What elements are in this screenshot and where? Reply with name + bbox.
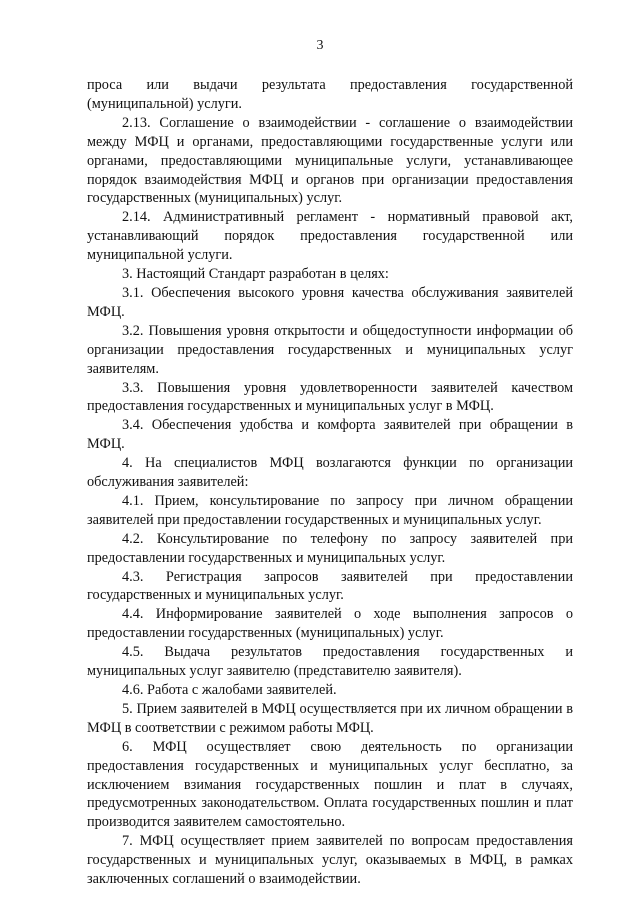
paragraph-continuation: проса или выдачи результата предоставления государственной (муниципальной) услуги.	[87, 77, 573, 112]
paragraph-4-1: 4.1. Прием, консультирование по запросу при личном обращении заявителей при предоставлении государственных и муниципальных услуг.	[87, 492, 573, 528]
paragraph-2-13: 2.13. Соглашение о взаимодействии - соглашение о взаимодействии между МФЦ и органами, предоставляющими государственные услуги или органами, предоставляющими муниципальные услуги, устанавливающее порядок взаимодействия МФЦ и органов при организации предоставления государственных (муниципальных) услуг.	[87, 114, 573, 207]
paragraph-4-4: 4.4. Информирование заявителей о ходе выполнения запросов о предоставлении государственных (муниципальных) услуг.	[87, 606, 573, 642]
page-number: 3	[316, 38, 324, 53]
paragraph-2-14: 2.14. Административный регламент - нормативный правовой акт, устанавливающий порядок предоставления государственной или муниципальной услуги.	[87, 209, 573, 264]
paragraph-3-1: 3.1. Обеспечения высокого уровня качества обслуживания заявителей МФЦ.	[87, 284, 573, 320]
paragraph-4: 4. На специалистов МФЦ возлагаются функции по организации обслуживания заявителей:	[87, 455, 573, 491]
paragraph-7: 7. МФЦ осуществляет прием заявителей по вопросам предоставления государственных и муниципальных услуг, оказываемых в МФЦ, в рамках заключенных соглашений о взаимодействии.	[87, 833, 573, 888]
paragraph-3: 3. Настоящий Стандарт разработан в целях:	[122, 266, 389, 283]
document-body	[87, 76, 573, 889]
paragraph-5: 5. Прием заявителей в МФЦ осуществляется при их личном обращении в МФЦ в соответствии с режимом работы МФЦ.	[87, 700, 573, 736]
paragraph-4-3: 4.3. Регистрация запросов заявителей при предоставлении государственных и муниципальных услуг.	[87, 568, 573, 604]
paragraph-4-2: 4.2. Консультирование по телефону по запросу заявителей при предоставлении государственных и муниципальных услуг.	[87, 530, 573, 566]
paragraph-4-6: 4.6. Работа с жалобами заявителей.	[122, 682, 337, 698]
paragraph-3-4: 3.4. Обеспечения удобства и комфорта заявителей при обращении в МФЦ.	[87, 417, 573, 453]
paragraph-3-2: 3.2. Повышения уровня открытости и общедоступности информации об организации предоставления государственных и муниципальных услуг заявителям.	[87, 322, 573, 377]
paragraph-3-3: 3.3. Повышения уровня удовлетворенности заявителей качеством предоставления государственных и муниципальных услуг в МФЦ.	[87, 379, 573, 415]
paragraph-6: 6. МФЦ осуществляет свою деятельность по организации предоставления государственных и муниципальных услуг бесплатно, за исключением взимания государственных пошлин и плат в случаях, предусмотренных законодательством. Оплата государственных пошлин и плат производится заявителем самостоятельно.	[87, 738, 573, 831]
paragraph-4-5: 4.5. Выдача результатов предоставления государственных и муниципальных услуг заявителю (представителю заявителя).	[87, 644, 573, 680]
